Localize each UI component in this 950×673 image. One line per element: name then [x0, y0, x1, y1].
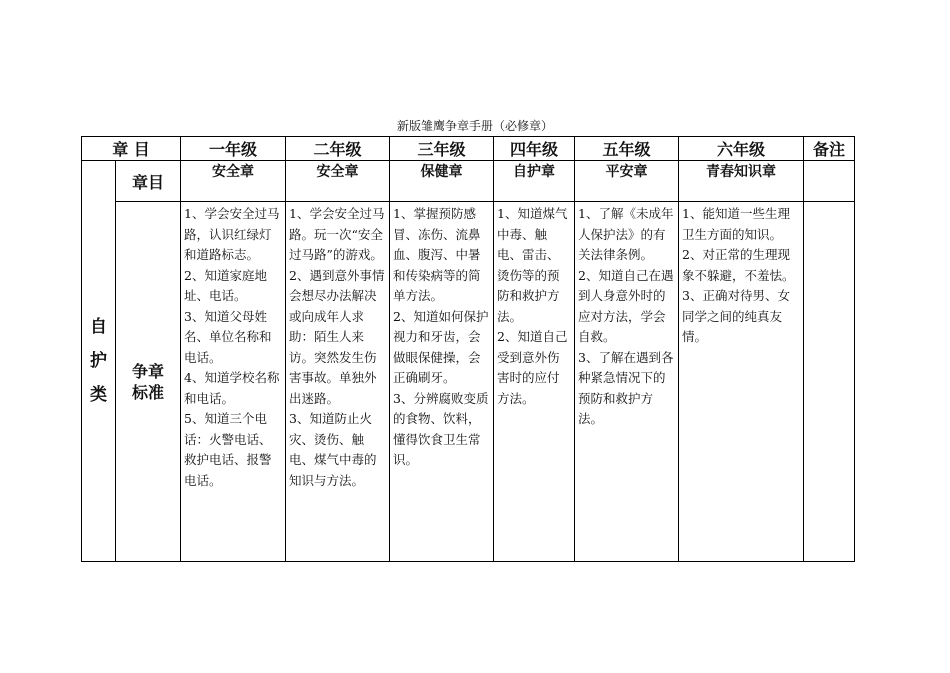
badge-grade-5: 平安章 [575, 161, 679, 202]
standard-item: 1、能知道一些生理卫生方面的知识。 [682, 206, 790, 242]
standard-item: 2、遇到意外事情会想尽办法解决或向成年人求助：陌生人来访。突然发生伤害事故。单独外出迷路。 [289, 267, 385, 406]
category-cell [82, 161, 116, 562]
badge-grade-3: 保健章 [390, 161, 494, 202]
badge-standards-table [81, 136, 855, 562]
standard-item: 3、知道父母姓名、单位名称和电话。 [184, 308, 272, 365]
standard-grade-3 [390, 202, 494, 562]
header-grade-2: 二年级 [286, 137, 390, 161]
badge-grade-6: 青春知识章 [679, 161, 804, 202]
standard-item: 1、学会安全过马路，认识红绿灯和道路标志。 [184, 206, 280, 262]
standard-grade-4 [494, 202, 575, 562]
header-grade-4: 四年级 [494, 137, 575, 161]
standard-grade-2 [286, 202, 390, 562]
standard-item: 3、分辨腐败变质的食物、饮料，懂得饮食卫生常识。 [393, 390, 489, 467]
standard-row [82, 202, 855, 562]
standard-item: 3、了解在遇到各种紧急情况下的预防和救护方法。 [578, 349, 674, 426]
standard-item: 5、知道三个电话：火警电话、救护电话、报警电话。 [184, 411, 272, 488]
standard-item: 2、知道如何保护视力和牙齿，会做眼保健操，会正确刷牙。 [393, 308, 489, 385]
standard-item: 4、知道学校名称和电话。 [184, 370, 280, 406]
standard-item: 2、知道自己在遇到人身意外时的应对方法，学会自救。 [578, 267, 674, 344]
badge-row [82, 161, 855, 202]
standard-item: 2、对正常的生理现象不躲避，不羞怯。 [682, 247, 795, 283]
standard-item: 2、知道自己受到意外伤害时的应付方法。 [497, 329, 568, 406]
standard-item: 3、正确对待男、女同学之间的纯真友情。 [682, 288, 790, 344]
category-char: 护 [90, 351, 107, 371]
standard-item: 1、掌握预防感冒、冻伤、流鼻血、腹泻、中暑和传染病等的简单方法。 [393, 206, 481, 303]
standard-item: 1、了解《未成年人保护法》的有关法律条例。 [578, 206, 674, 262]
header-row [82, 137, 855, 161]
badge-row-label: 章目 [116, 161, 181, 202]
standard-item: 1、知道煤气中毒、触电、雷击、烫伤等的预防和救护方法。 [497, 206, 568, 324]
notes-badge-cell [804, 161, 855, 202]
standard-label-line: 标准 [132, 382, 165, 402]
standard-grade-1 [181, 202, 286, 562]
badge-grade-4: 自护章 [494, 161, 575, 202]
header-grade-3: 三年级 [390, 137, 494, 161]
notes-standard-cell [804, 202, 855, 562]
category-char: 自 [90, 317, 107, 337]
category-char: 类 [90, 385, 107, 405]
badge-grade-2: 安全章 [286, 161, 390, 202]
standard-item: 1、学会安全过马路。玩一次“安全过马路”的游戏。 [289, 206, 385, 262]
header-grade-6: 六年级 [679, 137, 804, 161]
header-grade-1: 一年级 [181, 137, 286, 161]
header-grade-5: 五年级 [575, 137, 679, 161]
header-chapter: 章 目 [82, 137, 181, 161]
standard-row-label [116, 202, 181, 562]
standard-grade-5 [575, 202, 679, 562]
standard-label-line: 争章 [132, 361, 165, 381]
page-title: 新版雏鹰争章手册（必修章） [396, 119, 553, 133]
badge-grade-1: 安全章 [181, 161, 286, 202]
standard-item: 2、知道家庭地址、电话。 [184, 267, 267, 303]
standard-grade-6 [679, 202, 804, 562]
header-notes: 备注 [804, 137, 855, 161]
standard-item: 3、知道防止火灾、烫伤、触电、煤气中毒的知识与方法。 [289, 411, 377, 488]
